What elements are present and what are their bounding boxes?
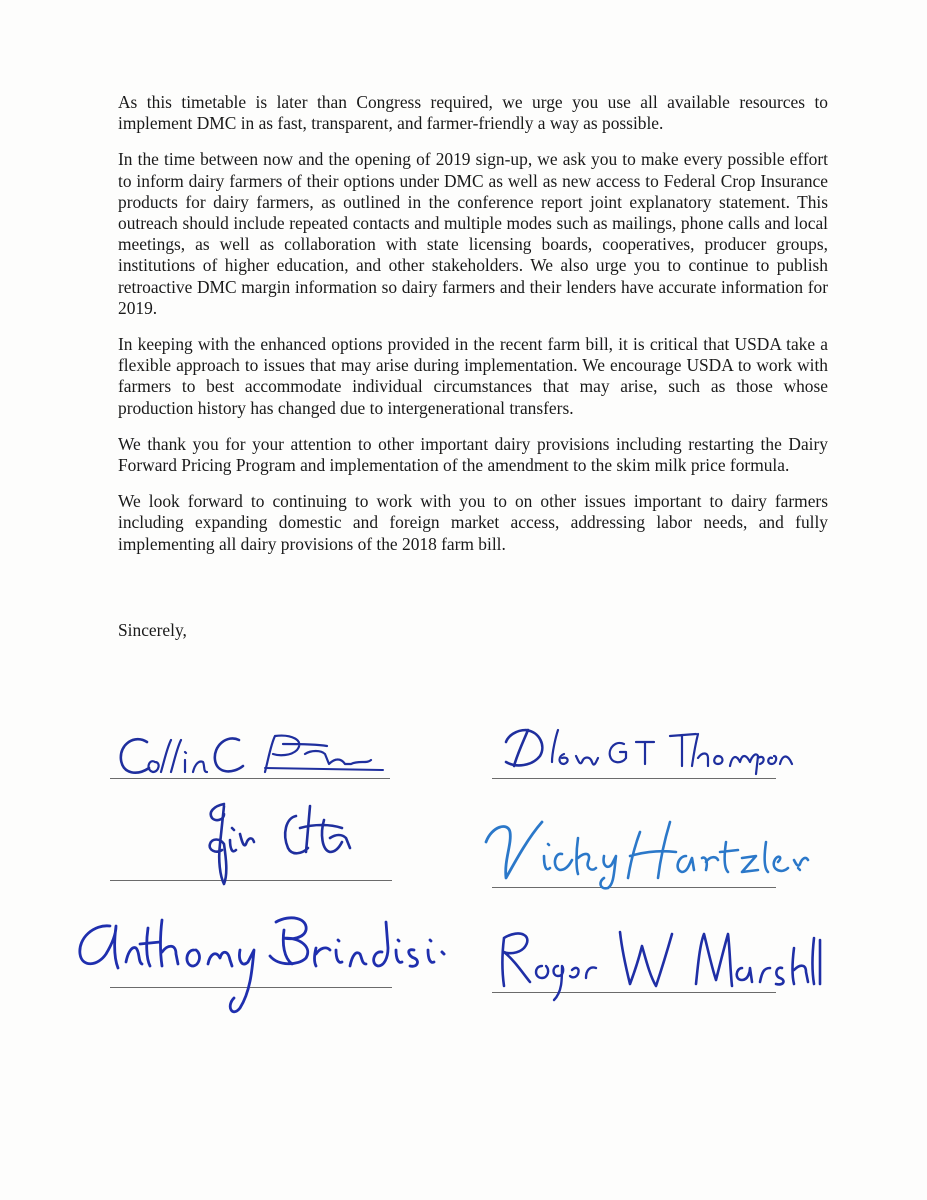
signature-collin-peterson <box>115 728 395 788</box>
signature-jim-costa <box>190 798 370 890</box>
closing-salutation: Sincerely, <box>118 620 187 640</box>
signature-roger-marshall <box>490 920 820 1006</box>
signature-vicky-hartzler <box>480 812 810 892</box>
signature-glenn-thompson <box>496 722 816 782</box>
letter-body <box>118 92 828 570</box>
paragraph-outreach: In the time between now and the opening of 2019 sign-up, we ask you to make every possible effort to inform dairy farmers of their options under DMC as well as new access to Federal Crop Insurance products for dairy farmers, as outlined in the conference report joint explanatory statement. This outreach should include repeated contacts and multiple modes such as mailings, phone calls and local meetings, as well as collaboration with state licensing boards, cooperatives, producer groups, institutions of higher education, and other stakeholders. We also urge you to continue to publish retroactive DMC margin information so dairy farmers and their lenders have accurate information for 2019. <box>118 149 828 318</box>
paragraph-flexible-approach: In keeping with the enhanced options provided in the recent farm bill, it is critical that USDA take a flexible approach to issues that may arise during implementation. We encourage USDA to work with farmers to best accommodate individual circumstances that may arise, such as those whose production history has changed due to intergenerational transfers. <box>118 334 828 418</box>
paragraph-thanks: We thank you for your attention to other important dairy provisions including restarting the Dairy Forward Pricing Program and implementation of the amendment to the skim milk price formula. <box>118 433 828 476</box>
paragraph-timetable: As this timetable is later than Congress required, we urge you use all available resources to implement DMC in as fast, transparent, and farmer-friendly a way as possible. <box>118 92 828 134</box>
paragraph-look-forward: We look forward to continuing to work with you to on other issues important to dairy farmers including expanding domestic and foreign market access, addressing labor needs, and fully implementing all dairy provisions of the 2018 farm bill. <box>118 491 828 554</box>
signature-anthony-brindisi <box>70 900 460 1020</box>
